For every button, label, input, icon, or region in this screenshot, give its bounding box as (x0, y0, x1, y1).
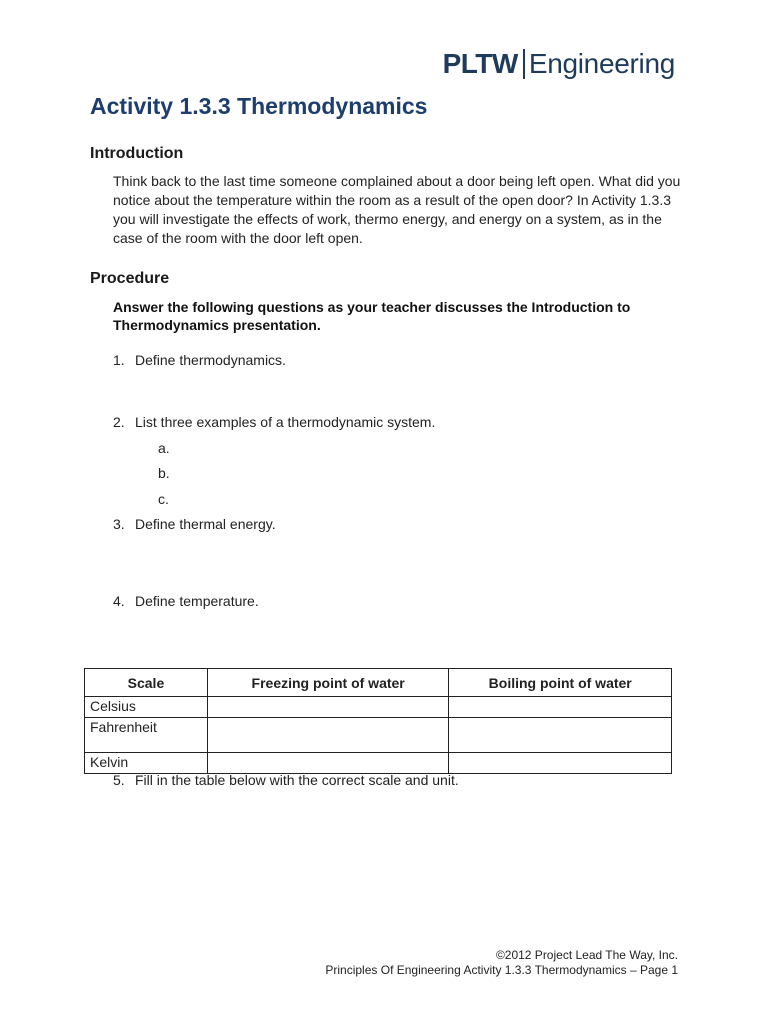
question-text: Define temperature. (135, 593, 259, 609)
sub-item-c: c. (158, 491, 169, 507)
sub-item-a: a. (158, 440, 170, 456)
question-number: 4. (113, 593, 125, 609)
page-footer (325, 948, 678, 978)
boiling-cell[interactable] (449, 753, 672, 774)
footer-copyright: ©2012 Project Lead The Way, Inc. (495, 948, 678, 962)
question-number: 2. (113, 414, 125, 430)
pltw-logo (443, 48, 675, 80)
freezing-cell[interactable] (207, 718, 449, 753)
question-text: Define thermal energy. (135, 516, 276, 532)
question-number: 3. (113, 516, 125, 532)
question-4 (113, 593, 259, 609)
logo-word: Engineering (528, 48, 675, 79)
scale-cell: Kelvin (85, 753, 208, 774)
header-scale: Scale (85, 669, 208, 697)
question-number: 1. (113, 352, 125, 368)
question-5 (113, 772, 459, 788)
freezing-cell[interactable] (207, 753, 449, 774)
question-number: 5. (113, 772, 125, 788)
sub-item-b: b. (158, 465, 170, 481)
boiling-cell[interactable] (449, 718, 672, 753)
table-row (85, 718, 672, 753)
logo-mark: PLTW (442, 48, 518, 79)
scale-cell: Fahrenheit (85, 718, 208, 753)
page-title: Activity 1.3.3 Thermodynamics (90, 93, 428, 119)
introduction-text: Think back to the last time someone complained about a door being left open. What did you notice about the temperature within the room as a result of the open door? In Activity 1.3.3 you will investigate the effects of work, thermo energy, and energy on a system, as in the case of the room with the door left open. (113, 173, 681, 246)
table-row (85, 753, 672, 774)
header-freezing-point: Freezing point of water (207, 669, 449, 697)
question-text: List three examples of a thermodynamic system. (135, 414, 436, 430)
question-text: Define thermodynamics. (135, 352, 286, 368)
header-boiling-point: Boiling point of water (449, 669, 672, 697)
question-text: Fill in the table below with the correct scale and unit. (135, 772, 459, 788)
question-3 (113, 516, 276, 532)
question-1 (113, 352, 286, 368)
table-row (85, 697, 672, 718)
introduction-heading: Introduction (90, 145, 184, 162)
procedure-instruction: Answer the following questions as your teacher discusses the Introduction to Thermodynamics presentation. (113, 299, 631, 333)
footer-page-info: Principles Of Engineering Activity 1.3.3 Thermodynamics – Page 1 (325, 963, 678, 977)
scale-cell: Celsius (85, 697, 208, 718)
logo-divider (523, 49, 525, 79)
freezing-cell[interactable] (207, 697, 449, 718)
temperature-scale-table (84, 668, 672, 774)
table-header-row (85, 669, 672, 697)
procedure-heading: Procedure (90, 270, 170, 287)
boiling-cell[interactable] (449, 697, 672, 718)
question-2 (113, 414, 435, 430)
